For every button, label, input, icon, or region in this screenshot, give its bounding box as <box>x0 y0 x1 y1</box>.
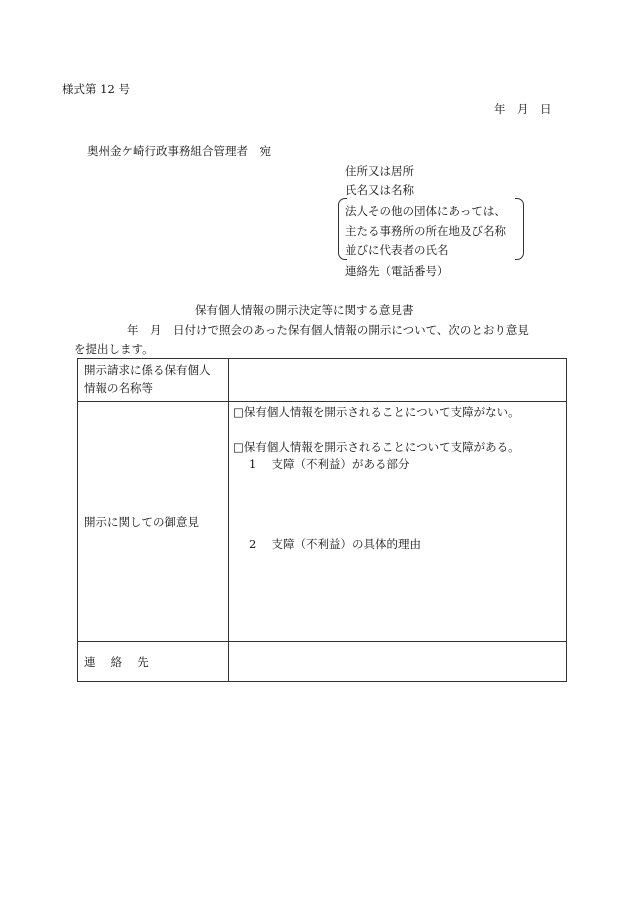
label-cell-info-name <box>78 359 229 402</box>
sub-item-2: 2 支障（不利益）の具体的理由 <box>249 537 421 551</box>
table-row-info-name <box>78 359 567 402</box>
table-row-contact <box>78 642 567 682</box>
label-cell-opinion <box>78 402 229 642</box>
date-line: 年 月 日 <box>494 102 552 116</box>
sender-name: 氏名又は名称 <box>345 183 414 197</box>
intro-line-1: 年 月 日付けで照会のあった保有個人情報の開示について、次のとおり意見 <box>127 323 529 337</box>
sub-item-1: 1 支障（不利益）がある部分 <box>249 457 410 471</box>
intro-line-2: を提出します。 <box>74 342 154 356</box>
sender-corporate-note-2: 主たる事務所の所在地及び名称 <box>345 224 506 238</box>
contact-label: 連 絡 先 <box>84 654 149 669</box>
form-number: 様式第 12 号 <box>62 82 130 96</box>
opinion-table <box>77 358 567 682</box>
info-name-input-cell[interactable] <box>229 359 567 402</box>
right-bracket <box>515 198 524 260</box>
info-name-label-line1: 開示請求に係る保有個人 <box>84 363 211 377</box>
addressee: 奥州金ケ崎行政事務組合管理者 宛 <box>87 144 271 158</box>
option-no-issue[interactable]: □保有個人情報を開示されることについて支障がない。 <box>233 405 520 419</box>
sender-phone: 連絡先（電話番号） <box>345 264 449 278</box>
sender-corporate-note-3: 並びに代表者の氏名 <box>345 243 449 257</box>
opinion-label: 開示に関しての御意見 <box>84 514 199 529</box>
sender-address: 住所又は居所 <box>345 164 414 178</box>
table-row-opinion <box>78 402 567 642</box>
contact-input-cell[interactable] <box>229 642 567 682</box>
option-issue[interactable]: □保有個人情報を開示されることについて支障がある。 <box>233 440 520 454</box>
document-title: 保有個人情報の開示決定等に関する意見書 <box>195 303 414 317</box>
opinion-input-cell[interactable] <box>229 402 567 642</box>
info-name-label-line2: 情報の名称等 <box>84 381 153 395</box>
label-cell-contact <box>78 642 229 682</box>
left-bracket <box>338 198 347 260</box>
sender-corporate-note-1: 法人その他の団体にあっては、 <box>345 204 506 218</box>
